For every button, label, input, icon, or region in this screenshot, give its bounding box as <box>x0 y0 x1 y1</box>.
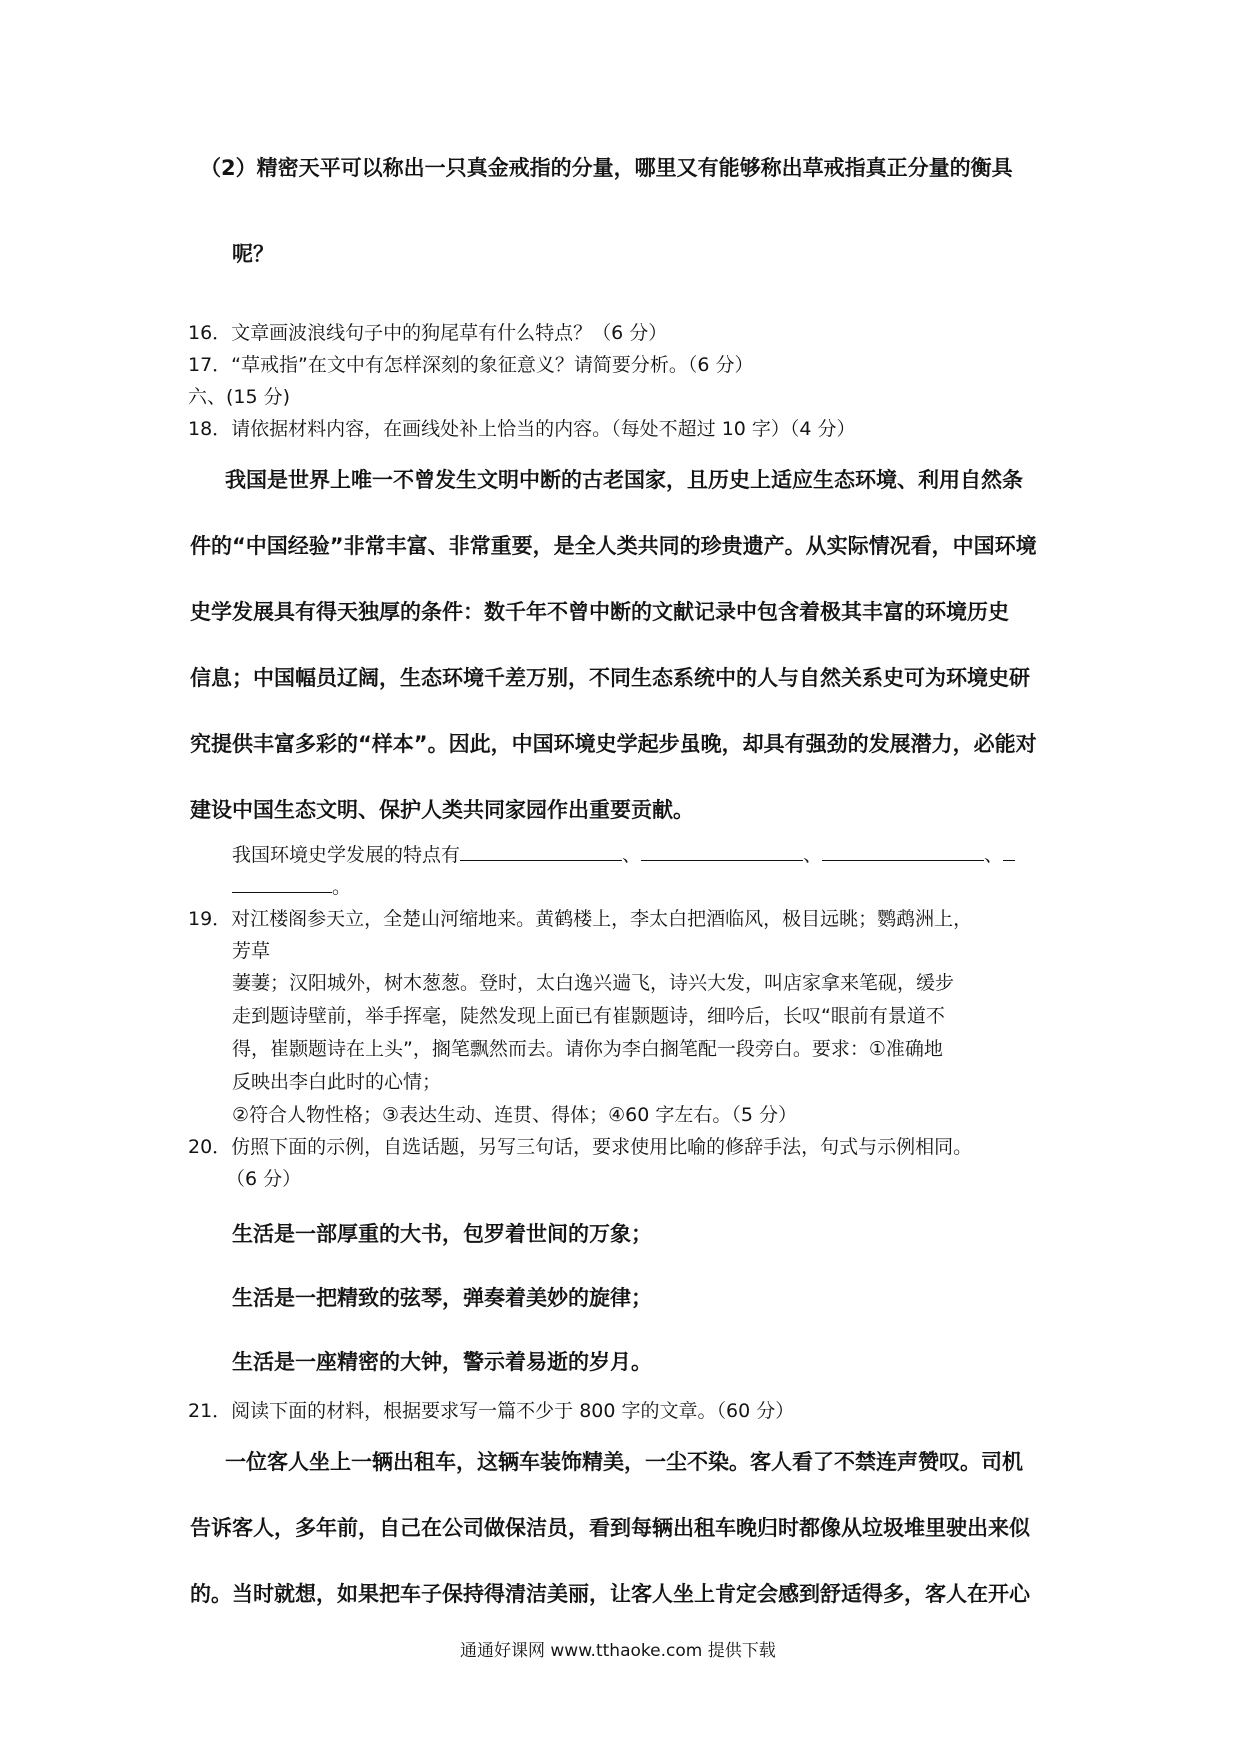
q18-passage-line: 我国是世界上唯一不曾发生文明中断的古老国家，且历史上适应生态环境、利用自然条 <box>225 468 1023 492</box>
q19-line: ②符合人物性格；③表达生动、连贯、得体；④60 字左右。（5 分） <box>232 1104 797 1126</box>
answer-blank-4-start[interactable] <box>1003 842 1015 861</box>
q19-line: 得，崔颢题诗在上头”，搁笔飘然而去。请你为李白搁笔配一段旁白。要求：①准确地 <box>232 1038 943 1060</box>
q18-passage-line: 究提供丰富多彩的“样本”。因此，中国环境史学起步虽晚，却具有强劲的发展潜力，必能对 <box>190 732 1037 756</box>
q15-item2-line2: 呢？ <box>232 242 274 266</box>
q21-passage-line: 告诉客人，多年前，自己在公司做保洁员，看到每辆出租车晚归时都像从垃圾堆里驶出来似 <box>190 1516 1030 1540</box>
q19-line: 走到题诗壁前，举手挥毫，陡然发现上面已有崔颢题诗，细吟后，长叹“眼前有景道不 <box>232 1005 945 1027</box>
q20-example: 生活是一部厚重的大书，包罗着世间的万象； <box>232 1222 652 1246</box>
period: 。 <box>332 876 352 898</box>
q15-item2-line1: （2）精密天平可以称出一只真金戒指的分量，哪里又有能够称出草戒指真正分量的衡具 <box>200 156 1013 180</box>
separator: 、 <box>984 844 1004 866</box>
page-footer: 通通好课网 www.tthaoke.com 提供下载 <box>460 1641 776 1661</box>
q20-prompt-line2: （6 分） <box>226 1168 302 1190</box>
q18-passage-line: 建设中国生态文明、保护人类共同家园作出重要贡献。 <box>190 798 694 822</box>
section-6-heading: 六、(15 分) <box>188 386 291 408</box>
q20-example: 生活是一座精密的大钟，警示着易逝的岁月。 <box>232 1350 652 1374</box>
q21-passage-line: 的。当时就想，如果把车子保持得清洁美丽，让客人坐上肯定会感到舒适得多，客人在开心 <box>190 1582 1030 1606</box>
answer-blank-3[interactable] <box>822 842 984 861</box>
q18-passage-line: 史学发展具有得天独厚的条件：数千年不曾中断的文献记录中包含着极其丰富的环境历史 <box>190 600 1009 624</box>
answer-blank-2[interactable] <box>641 842 803 861</box>
separator: 、 <box>803 844 823 866</box>
q18-fill-line-end <box>232 872 351 899</box>
question-16: 16．文章画波浪线句子中的狗尾草有什么特点？（6 分） <box>188 322 668 344</box>
q19-line: 芳草 <box>232 940 271 962</box>
q19-line: 萋萋；汉阳城外，树木葱葱。登时，太白逸兴遄飞，诗兴大发，叫店家拿来笔砚，缓步 <box>232 972 955 994</box>
separator: 、 <box>622 844 642 866</box>
answer-blank-4[interactable] <box>232 874 332 893</box>
q21-passage-line: 一位客人坐上一辆出租车，这辆车装饰精美，一尘不染。客人看了不禁连声赞叹。司机 <box>225 1450 1023 1474</box>
q18-passage-line: 信息；中国幅员辽阔，生态环境千差万别，不同生态系统中的人与自然关系史可为环境史研 <box>190 666 1030 690</box>
q20-prompt-line1: 20．仿照下面的示例，自选话题，另写三句话，要求使用比喻的修辞手法，句式与示例相同。 <box>188 1136 973 1158</box>
q18-fill-intro: 我国环境史学发展的特点有 <box>232 844 461 866</box>
q18-fill-line <box>232 840 1015 867</box>
q19-line: 反映出李白此时的心情； <box>232 1071 442 1093</box>
question-21-prompt: 21．阅读下面的材料，根据要求写一篇不少于 800 字的文章。（60 分） <box>188 1400 795 1422</box>
answer-blank-1[interactable] <box>460 842 622 861</box>
question-18-prompt: 18．请依据材料内容，在画线处补上恰当的内容。（每处不超过 10 字）（4 分） <box>188 418 856 440</box>
q20-example: 生活是一把精致的弦琴，弹奏着美妙的旋律； <box>232 1286 652 1310</box>
question-17: 17．“草戒指”在文中有怎样深刻的象征意义？请简要分析。（6 分） <box>188 354 754 376</box>
q19-line: 19．对江楼阁参天立，全楚山河缩地来。黄鹤楼上，李太白把酒临风，极目远眺；鹦鹉洲上， <box>188 908 973 930</box>
q18-passage-line: 件的“中国经验”非常丰富、非常重要，是全人类共同的珍贵遗产。从实际情况看，中国环境 <box>190 534 1037 558</box>
